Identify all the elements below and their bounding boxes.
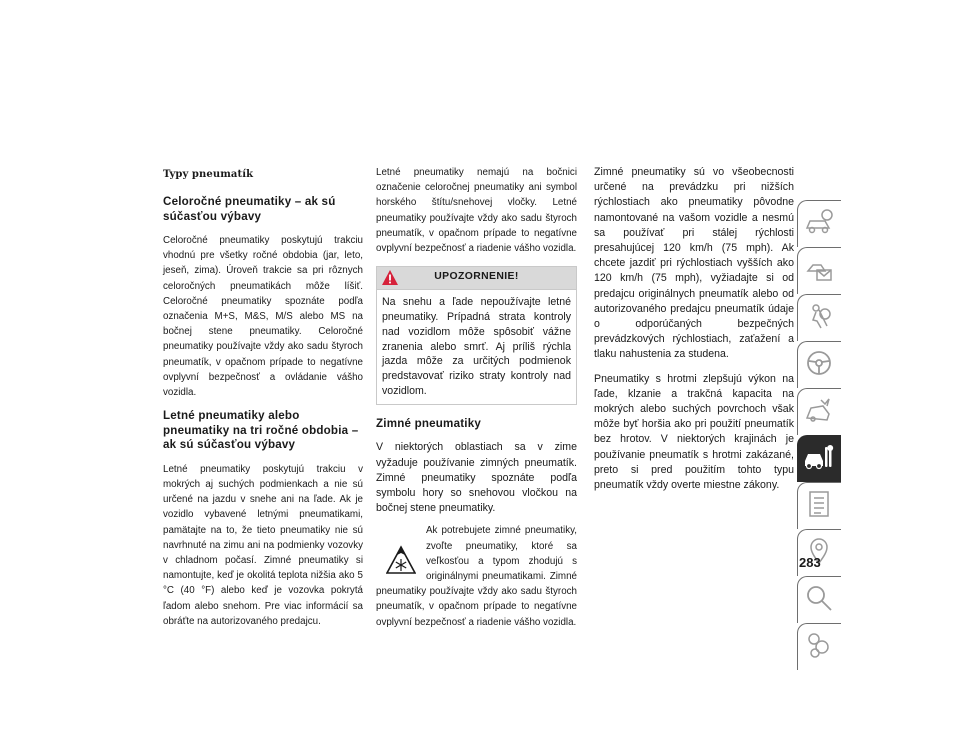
chapter-tabs: [797, 200, 841, 670]
paragraph-snowflake: Ak potrebujete zimné pneumatiky, zvoľte pneumatiky, ktoré sa veľkosťou a typom zhodujú s originálnymi pneumatikami. Zimné pneumatiky používajte vždy ako sadu štyroch pneumatík, v opačnom prípade to negatívne ovplyvní bezpečnosť a riadenie vášho vozidla.: [376, 525, 577, 628]
heading-all-season: Celoročné pneumatiky – ak sú súčasťou výbavy: [163, 195, 336, 223]
heading-summer: Letné pneumatiky alebo pneumatiky na tri ročné obdobia – ak sú súčasťou výbavy: [163, 409, 359, 452]
warning-title: UPOZORNENIE!: [434, 271, 519, 283]
warning-text: Na snehu a ľade nepoužívajte letné pneumatiky. Prípadná strata kontroly nad vozidlom môže spôsobiť vážne zranenia alebo smrť. Aj príliš rýchla jazda môže za určitých podmienok predstavovať riziko straty kontroly nad vozidlom.: [382, 296, 571, 397]
tab-service[interactable]: [797, 435, 841, 482]
section-title: Typy pneumatík: [163, 169, 254, 180]
paragraph-winter: V niektorých oblastiach sa v zime vyžaduje používanie zimných pneumatík. Zimné pneumatiky spoznáte podľa symbolu hory so snehovou vločkou na bočnej stene pneumatiky.: [376, 441, 577, 515]
magnifier-icon: [803, 582, 835, 614]
car-service-icon: [803, 441, 835, 473]
car-crash-icon: [803, 394, 835, 426]
steering-wheel-icon: [803, 347, 835, 379]
warning-box: [376, 266, 577, 405]
mail-icon: [803, 253, 835, 285]
car-info-icon: [803, 206, 835, 238]
list-icon: [803, 488, 835, 520]
column-1: [163, 169, 363, 629]
tab-emergency[interactable]: [797, 388, 841, 435]
paragraph-studded: Pneumatiky s hrotmi zlepšujú výkon na ľade, klzanie a trakčná kapacita na mokrých alebo suchých povrchoch však môže byť horšia ako pri použití pneumatík bez hrotov. V niektorých krajinách je používanie pneumatík s hrotmi zakázané, preto si pred použitím tohto typu pneumatík vždy overte miestne zákony.: [594, 372, 794, 492]
warning-header: [377, 267, 576, 290]
language-icon: [803, 629, 835, 661]
tab-steering[interactable]: [797, 341, 841, 388]
column-2: [376, 165, 577, 630]
tab-specifications[interactable]: [797, 482, 841, 529]
snowflake-note: [376, 523, 577, 629]
paragraph-speed: Zimné pneumatiky sú vo všeobecnosti určené na prevádzku pri nižších rýchlostiach ako pneumatiky pôvodne namontované na vašom vozidle a nesmú sa používať pri stálej rýchlosti presahujúcej 120 km/h (75 mph). Ak chcete jazdiť pri rýchlostiach vyšších ako 120 km/h (75 mph), vyžiadajte si od predajcu originálnych pneumatík alebo od autorizovaného predajcu pneumatík údaje o odporúčaných bezpečných prevádzkových rýchlostiach, zaťažení a tlaku nahustenia za studena.: [594, 166, 794, 361]
mountain-snowflake-icon: [386, 545, 416, 575]
tab-index[interactable]: [797, 576, 841, 623]
column-3: [594, 165, 794, 493]
tab-mail[interactable]: [797, 247, 841, 294]
heading-winter: Zimné pneumatiky: [376, 416, 481, 430]
page-number: 283: [799, 555, 821, 570]
paragraph-summer-intro: Letné pneumatiky nemajú na bočnici označenie celoročnej pneumatiky ani symbol horského štítu/snehovej vločky. Letné pneumatiky používajte vždy ako sadu štyroch pneumatík, v opačnom prípade to negatívne ovplyvní bezpečnosť a riadenie vášho vozidla.: [376, 167, 577, 255]
paragraph-summer: Letné pneumatiky poskytujú trakciu v mokrých aj suchých podmienkach a nie sú určené na jazdu v snehe ani na ľade. Ak je vozidlo vybavené letnými pneumatikami, pamätajte na to, že tieto pneumatiky nie sú navrhnuté na zimu ani na podmienky vozovky v chladnom počasí. Zimné pneumatiky si namontujte, keď je okolitá teplota nižšia ako 5 °C (40 °F) alebo keď je vozovka pokrytá ľadom alebo snehom. Pre viac informácií sa obráťte na autorizovaného predajcu.: [163, 463, 363, 627]
tab-car-info[interactable]: [797, 200, 841, 247]
tab-safety[interactable]: [797, 294, 841, 341]
safety-person-icon: [803, 300, 835, 332]
paragraph-all-season: Celoročné pneumatiky poskytujú trakciu vhodnú pre všetky ročné obdobia (jar, leto, jeseň, zima). Úroveň trakcie sa pri rôznych celoročných pneumatikách môže líšiť. Celoročné pneumatiky spoznáte podľa označenia M+S, M&S, M/S alebo MS na bočnej stene pneumatiky. Celoročné pneumatiky používajte vždy ako sadu štyroch pneumatík, v opačnom prípade to negatívne ovplyvní bezpečnosť a ovládanie vášho vozidla.: [163, 235, 363, 399]
tab-language[interactable]: [797, 623, 841, 670]
